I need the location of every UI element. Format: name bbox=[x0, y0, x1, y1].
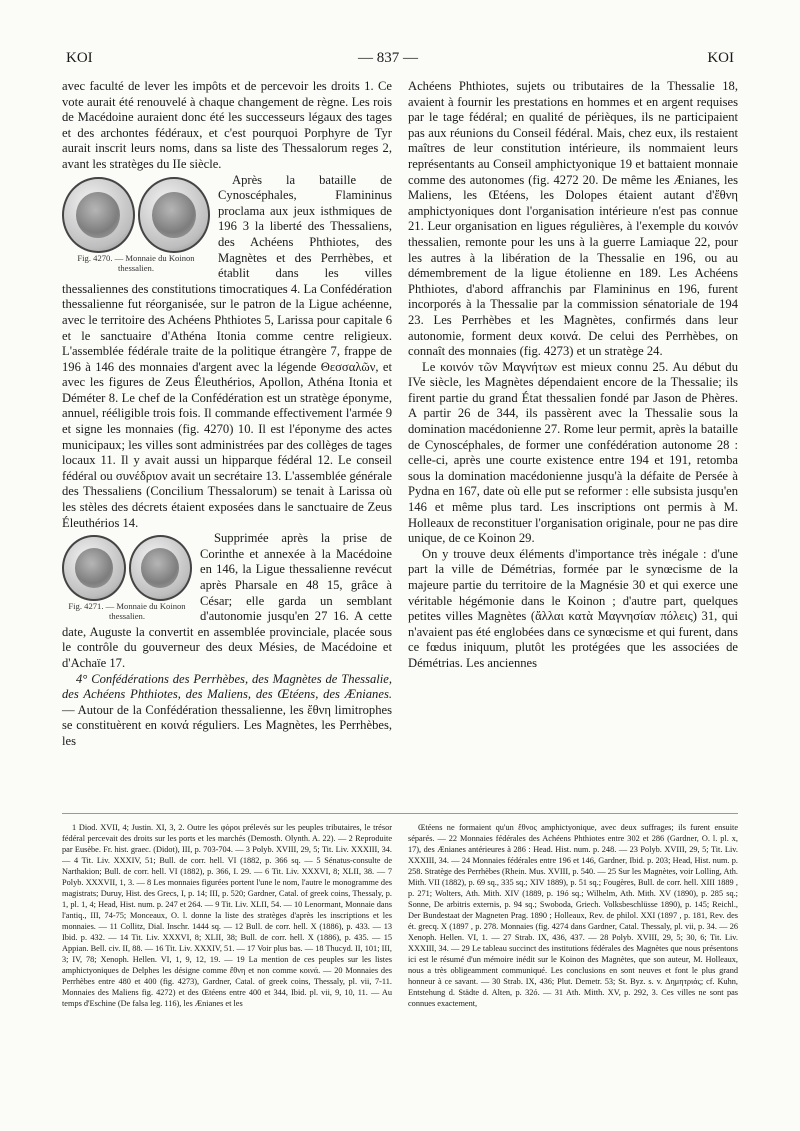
page-number: — 837 — bbox=[358, 50, 418, 66]
figure-caption: Fig. 4270. — Monnaie du Koinon thessalien. bbox=[77, 252, 195, 273]
figure-4270 bbox=[62, 177, 210, 273]
left-column bbox=[62, 79, 392, 750]
paragraph: On y trouve deux éléments d'importance très inégale : d'une part la ville de Démétrias, formée par le synœcisme de la majeure partie du territoire de la Magnésie 30 et qui exerce une véritable hégémonie dans le Koinon ; d'autre part, quelques petites villes Magnètes (ἄλλαι κατὰ Μαγνησίαν πόλεις) 31, qui n'avaient pas été englobées dans ce synœcisme et qui furent, dans ce fœdus iniquum, plutôt les protégées que les associées de Démétrias. Les anciennes bbox=[408, 546, 738, 670]
figure-caption: Fig. 4271. — Monnaie du Koinon thessalien. bbox=[68, 601, 186, 622]
footnote-text: Œtéens ne formaient qu'un ἔθνος amphictyonique, avec deux suffrages; ils furent ensuite séparés. — 22 Monnaies fédérales des Achéens Phthiotes entre 302 et 286 (Gardner, O. l. pl. x, 17), des Ænianes antérieures à 286 : Head. Hist. num. p. 248. — 23 Polyb. XVIII, 29, 5; Tit. Liv. XXXIII, 34. — 24 Monnaies fédérales entre 196 et 146, Gardner, Ibid. p. 203; Head, Hist. num. p. 258. Stratège des Perrhèbes (Rhein. Mus. XVIII, p. 540. — 25 Sur les Magnètes, voir Lolling, Ath. Mith. VII (1882), p. 69 sq., 335 sq.; XIV 1889), p. 51 sq.; Fougères, Bull. de corr. hell. XIII 1889 , p. 271; Wolters, Ath. Mith. XIV (1889, p. 19ó sq.; Wilhelm, Ath. Mith. XV (1890), p. 285 sq.; Sonne, De arbitris externis, p. 94 sq.; Swoboda, Griech. Volksbeschlüsse 1890), p. 145; Reichl., Der Bundestaat der Magneten Prag. 1890 ; Holleaux, Rev. de philol. XXI (1897 , p. 181, Rev. des ét. grecq. X (1897 , p. 278. Monnaies (fig. 4274 dans Gardner, Catal. Thessaly, pl. vii, p. 34. — 26 Xenoph. Hellen. VI, 1. — 27 Strab. IX, 436, 437. — 28 Polyb. XVIII, 29, 5; 30, 6; Tit. Liv. XXXIII, 34. — 29 Le tableau succinct des institutions fédérales des Magnètes que nous présentons ici est le résumé d'un mémoire inédit sur le Koinon des Magnètes, que son auteur, M. Holleaux, nous a très obligeamment communiqué. Les conclusions en sont neuves et font le plus grand honneur à ce savant. — 30 Strab. IX, 436; Plut. Demetr. 53; St. Byz. s. v. Δημητριάς; cf. Kuhn, Entstehung d. Städte d. Alten, p. 32ó. — 31 Ath. Mitth. XV, p. 292, 3. Ces villes ne sont pas connues exactement, bbox=[408, 823, 738, 1008]
paragraph: Supprimée après la prise de Corinthe et annexée à la Macédoine en 146, la Ligue thessalienne revécut après Pharsale en 48 15, grâce à César; elle garda un semblant d'autonomie jusqu'en 27 16. A cette date, Auguste la convertit en assemblée provinciale, placée sous le contrôle du gouverneur des deux Mésies, de Macédoine et d'Achaïe 17. bbox=[62, 531, 392, 670]
coin-reverse-icon bbox=[138, 177, 211, 253]
section-text: — Autour de la Confédération thessalienne, les ἔθνη limitrophes se constituèrent en κοινά réguliers. Les Magnètes, les Perrhèbes, les bbox=[62, 702, 392, 748]
footnote-text: 1 Diod. XVII, 4; Justin. XI, 3, 2. Outre les φόροι prélevés sur les peuples tributaires, le trésor fédéral percevait des droits sur les ports et les marchés (Demosth. Olynth. A. 22). — 2 Reproduite par Eusèbe. Fr. hist. graec. (Didot), III, p. 703-704. — 3 Polyb. XVIII, 29, 5; Tit. Liv. XXXIII, 34. — 4 Tit. Liv. XXXIV, 51; Bull. de corr. hell. VI (1882, p. 366 sq. — 5 Sénatus-consulte de Narthakion; Bull. de corr. hell. VI (1882), p. 366, I. 29. — 6 Tit. Liv. XXXVI, 8; XLII, 38. — 7 Polyb. XXXVII, 1, 3. — 8 Les monnaies figurées portent l'une le nom, l'autre le monogramme des magistrats; Duruy, Hist. des Grecs, I, p. 14; III, p. 520; Gardner, Catal. of greek coins, Thessaly, p. 1, pl. 1, 4; Head, Hist. num. p. 247 et 264. — 9 Tit. Liv. XLII, 54. — 10 Lenormant, Monnaie dans l'antiq., III, 74-75; Monceaux, O. l. donne la liste des stratèges d'après les inscriptions et les monnaies. — 11 Collitz, Dial. Inschr. 1444 sq. — 12 Bull. de corr. hell. X (1886), p. 433. — 13 Ibid. p. 432. — 14 Tit. Liv. XXXVI, 8; XLII, 38; Bull. de corr. hell. X (1886), p. 435. — 15 Appian. Bell. civ. II, 88. — 16 Tit. Liv. XXXIV, 51. — 17 Voir plus bas. — 18 Thucyd. II, 101; III, 3; IV, 78; Xenoph. Hellen. VI, 1, 9, 12, 19. — 19 La mention de ces peuples sur les listes amphictyoniques de Delphes les désigne comme ἔθνη et non comme κοινά. — 20 Monnaies des Perrhèbes entre 480 et 400 (fig. 4273), Gardner, Catal. of greek coins, Thessaly, pl. vii, 7-11. Monnaies des Maliens fig. 4272) et des Œtéens entre 400 et 344, Ibid. pl. vii, 9, 10, 11. — Au temps d'Eschine (De falsa leg. 116), les Ænianes et les bbox=[62, 823, 392, 1008]
paragraph: avec faculté de lever les impôts et de percevoir les droits 1. Ce vote aurait été renouvelé à chaque changement de règne. Les rois de Macédoine auraient donc été les successeurs légaux des tages et des archontes fédéraux, et c'est pourquoi Porphyre de Tyr aurait inscrit leurs noms, dans sa liste des Thessalorum reges 2, avant les stratèges du IIe siècle. bbox=[62, 79, 392, 171]
coin-obverse-icon bbox=[62, 177, 135, 253]
footnote-divider bbox=[62, 813, 738, 814]
figure-4271 bbox=[62, 535, 192, 621]
section-title: 4° Confédérations des Perrhèbes, des Magnètes de Thessalie, des Achéens Phthiotes, des Maliens, des Œtéens, des Ænianes. bbox=[62, 671, 392, 702]
footnotes-left bbox=[62, 822, 392, 1009]
paragraph: Après la bataille de Cynoscéphales, Flamininus proclama aux jeux isthmiques de 196 3 la liberté des Thessaliens, des Achéens Phthiotes, des Magnètes et des Perrhèbes, et établit dans les villes thessaliennes des constitutions timocratiques 4. La Confédération thessalienne fut réorganisée, sur le patron de la Ligue achéenne, avec le territoire des Achéens Phthiotes 5, Larissa pour capitale 6 et le sanctuaire d'Athéna Itonia comme centre religieux. L'assemblée fédérale traite de la politique étrangère 7, frappe de 196 à 146 des monnaies d'argent avec la légende Θεσσαλῶν, et avec les figures de Zeus Éleuthérios, Apollon, Athéna Itonia et Déméter 8. Le chef de la Confédération est un stratège éponyme, annuel, rééligible trois fois. Il commande effectivement l'armée 9 et signe les monnaies (fig. 4270) 10. Il est l'éponyme des actes municipaux; les villes sont administrées par des collèges de tages locaux 11. Il y avait aussi un hipparque fédéral 12. Le conseil fédéral ou συνέδριον avait un secrétaire 13. L'assemblée générale des Thessaliens (Concilium Thessalorum) se tenait à Larissa où les stèles des décrets étaient exposées dans le sanctuaire de Zeus Éleuthérios 14. bbox=[62, 172, 392, 530]
header-right: KOI bbox=[707, 50, 734, 66]
paragraph: Le κοινόν τῶν Μαγνήτων est mieux connu 25. Au début du IVe siècle, les Magnètes dépendaient encore de la Thessalie; ils firent partie du grand État thessalien fondé par Jason de Phères. A partir 26 de 344, ils passèrent avec la Thessalie sous la domination macédonienne 27. Rome leur permit, après la bataille de Cynoscéphales, de former une confédération autonome 28 : celle-ci, après une courte existence entre 194 et 191, retomba sous la domination macédonienne jusqu'à la défaite de Persée à Pydna en 167, date où elle put se reformer : elle subsista jusqu'en 146 et même plus tard. Les inscriptions ont permis à M. Holleaux de reconstituer l'organisation originale, pour ne pas dire unique, de ce Koinon 29. bbox=[408, 359, 738, 546]
coin-reverse-icon bbox=[129, 535, 193, 601]
paragraph: Achéens Phthiotes, sujets ou tributaires de la Thessalie 18, avaient à fournir les prestations en hommes et en argent requises par le tage fédéral; en qualité de périèques, ils ne participaient pas aux réunions du Conseil fédéral. Mais, chez eux, ils restaient maîtres de leur constitution intérieure, ils nommaient leurs représentants au Conseil amphictyonique 19 et battaient monnaie comme des autonomes (fig. 4272 20. De même les Ænianes, les Maliens, les Œtéens, les Dolopes étaient autant d'ἔθνη amphictyoniques dont l'organisation intérieure n'est pas connue 21. Leur organisation en ligues régulières, à l'exemple du κοινόν thessalien, remonte pour les uns à la guerre Lamiaque 22, pour les autres à la libération de la Thessalie en 196, ou au démembrement de la ligue étolienne en 189. Les Achéens Phthiotes, d'abord affranchis par Flamininus en 196, furent incorporés à la Thessalie par la commission sénatoriale de 194 23. Les Perrhèbes et les Magnètes, confirmés dans leur autonomie, forment deux κοινά. De celui des Perrhèbes, on connaît des monnaies (fig. 4273) et un stratège 24. bbox=[408, 79, 738, 359]
footnotes-right bbox=[408, 822, 738, 1009]
coin-obverse-icon bbox=[62, 535, 126, 601]
running-header bbox=[62, 50, 738, 70]
right-column bbox=[408, 79, 738, 672]
paragraph bbox=[62, 672, 392, 750]
header-left: KOI bbox=[66, 50, 93, 66]
